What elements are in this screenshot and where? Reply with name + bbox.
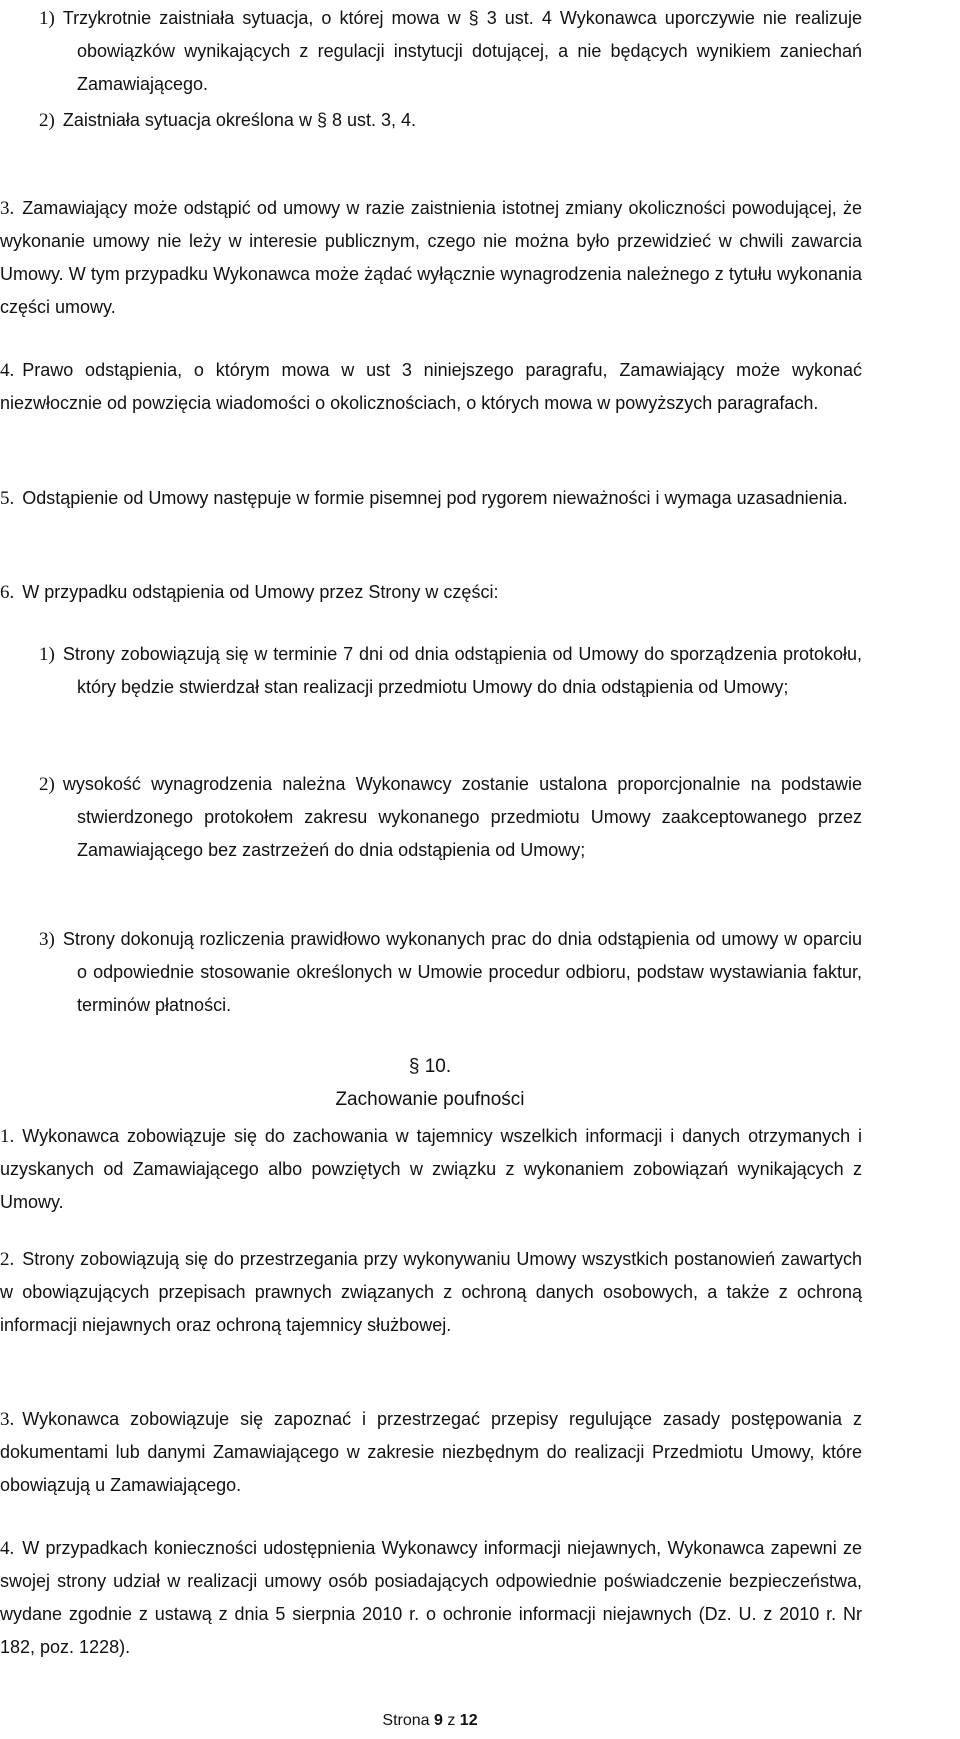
list-item-text: Trzykrotnie zaistniała sytuacja, o której mowa w § 3 ust. 4 Wykonawca uporczywie nie realizuje obowiązków wynikających z regulacji instytucji dotującej, a nie będących wynikiem zaniechań Zamawiającego. (62, 8, 862, 94)
paragraph-text: Prawo odstąpienia, o którym mowa w ust 3 niniejszego paragrafu, Zamawiający może wykonać niezwłocznie od powzięcia wiadomości o okolicznościach, o których mowa w powyższych paragrafach. (0, 360, 862, 413)
paragraph (0, 1243, 862, 1342)
list-item-text: Zaistniała sytuacja określona w § 8 ust. 3, 4. (62, 110, 417, 130)
paragraph (0, 354, 862, 420)
page-separator: z (447, 1712, 456, 1729)
paragraph-number: 1. (0, 1126, 15, 1147)
paragraph-text: W przypadku odstąpienia od Umowy przez Strony w części: (22, 582, 499, 602)
list-item-text: Strony zobowiązują się w terminie 7 dni od dnia odstąpienia od Umowy do sporządzenia protokołu, który będzie stwierdzał stan realizacji przedmiotu Umowy do dnia odstąpienia od Umowy; (62, 644, 862, 697)
paragraph-text: Wykonawca zobowiązuje się do zachowania w tajemnicy wszelkich informacji i danych otrzymanych i uzyskanych od Zamawiającego albo powziętych w związku z wykonaniem zobowiązań wynikających z Umowy. (0, 1126, 862, 1212)
list-item-number: 1) (39, 8, 55, 29)
list-item-text: wysokość wynagrodzenia należna Wykonawcy zostanie ustalona proporcjonalnie na podstawie stwierdzonego protokołem zakresu wykonanego przedmiotu Umowy zaakceptowanego przez Zamawiającego bez zastrzeżeń do dnia odstąpienia od Umowy; (62, 774, 862, 860)
paragraph-number: 2. (0, 1249, 15, 1270)
paragraph-number: 6. (0, 582, 15, 603)
paragraph-number: 3. (0, 198, 15, 219)
section-title: Zachowanie poufności (335, 1089, 525, 1110)
list-item-number: 3) (39, 929, 55, 950)
paragraph (0, 576, 862, 609)
paragraph-number: 4. (0, 360, 15, 381)
section-number: § 10. (408, 1056, 452, 1077)
list-item (39, 923, 862, 1022)
paragraph (0, 1120, 862, 1219)
list-item-number: 2) (39, 110, 55, 131)
list-item (39, 104, 862, 137)
paragraph (0, 192, 862, 324)
paragraph-number: 4. (0, 1538, 15, 1559)
list-item (39, 768, 862, 867)
list-item-number: 2) (39, 774, 55, 795)
total-pages-number: 12 (459, 1712, 478, 1729)
paragraph-text: Odstąpienie od Umowy następuje w formie pisemnej pod rygorem nieważności i wymaga uzasadnienia. (22, 488, 848, 508)
paragraph-text: Wykonawca zobowiązuje się zapoznać i przestrzegać przepisy regulujące zasady postępowania z dokumentami lub danymi Zamawiającego w zakresie niezbędnym do realizacji Przedmiotu Umowy, które obowiązują u Zamawiającego. (0, 1409, 862, 1495)
paragraph-number: 5. (0, 488, 15, 509)
page-label: Strona (382, 1712, 430, 1729)
list-item (39, 638, 862, 704)
list-item-text: Strony dokonują rozliczenia prawidłowo wykonanych prac do dnia odstąpienia od umowy w oparciu o odpowiednie stosowanie określonych w Umowie procedur odbioru, podstaw wystawiania faktur, terminów płatności. (62, 929, 862, 1015)
page-footer (0, 1710, 860, 1732)
paragraph (0, 482, 862, 515)
list-item (39, 2, 862, 101)
paragraph-text: W przypadkach konieczności udostępnienia Wykonawcy informacji niejawnych, Wykonawca zapewni ze swojej strony udział w realizacji umowy osób posiadających odpowiednie poświadczenie bezpieczeństwa, wydane zgodnie z ustawą z dnia 5 sierpnia 2010 r. o ochronie informacji niejawnych (Dz. U. z 2010 r. Nr 182, poz. 1228). (0, 1538, 862, 1657)
paragraph-text: Zamawiający może odstąpić od umowy w razie zaistnienia istotnej zmiany okoliczności powodującej, że wykonanie umowy nie leży w interesie publicznym, czego nie można było przewidzieć w chwili zawarcia Umowy. W tym przypadku Wykonawca może żądać wyłącznie wynagrodzenia należnego z tytułu wykonania części umowy. (0, 198, 862, 317)
paragraph (0, 1532, 862, 1664)
paragraph-number: 3. (0, 1409, 15, 1430)
list-item-number: 1) (39, 644, 55, 665)
paragraph-text: Strony zobowiązują się do przestrzegania przy wykonywaniu Umowy wszystkich postanowień zawartych w obowiązujących przepisach prawnych związanych z ochroną danych osobowych, a także z ochroną informacji niejawnych oraz ochroną tajemnicy służbowej. (0, 1249, 862, 1335)
current-page-number: 9 (433, 1712, 443, 1729)
paragraph (0, 1403, 862, 1502)
